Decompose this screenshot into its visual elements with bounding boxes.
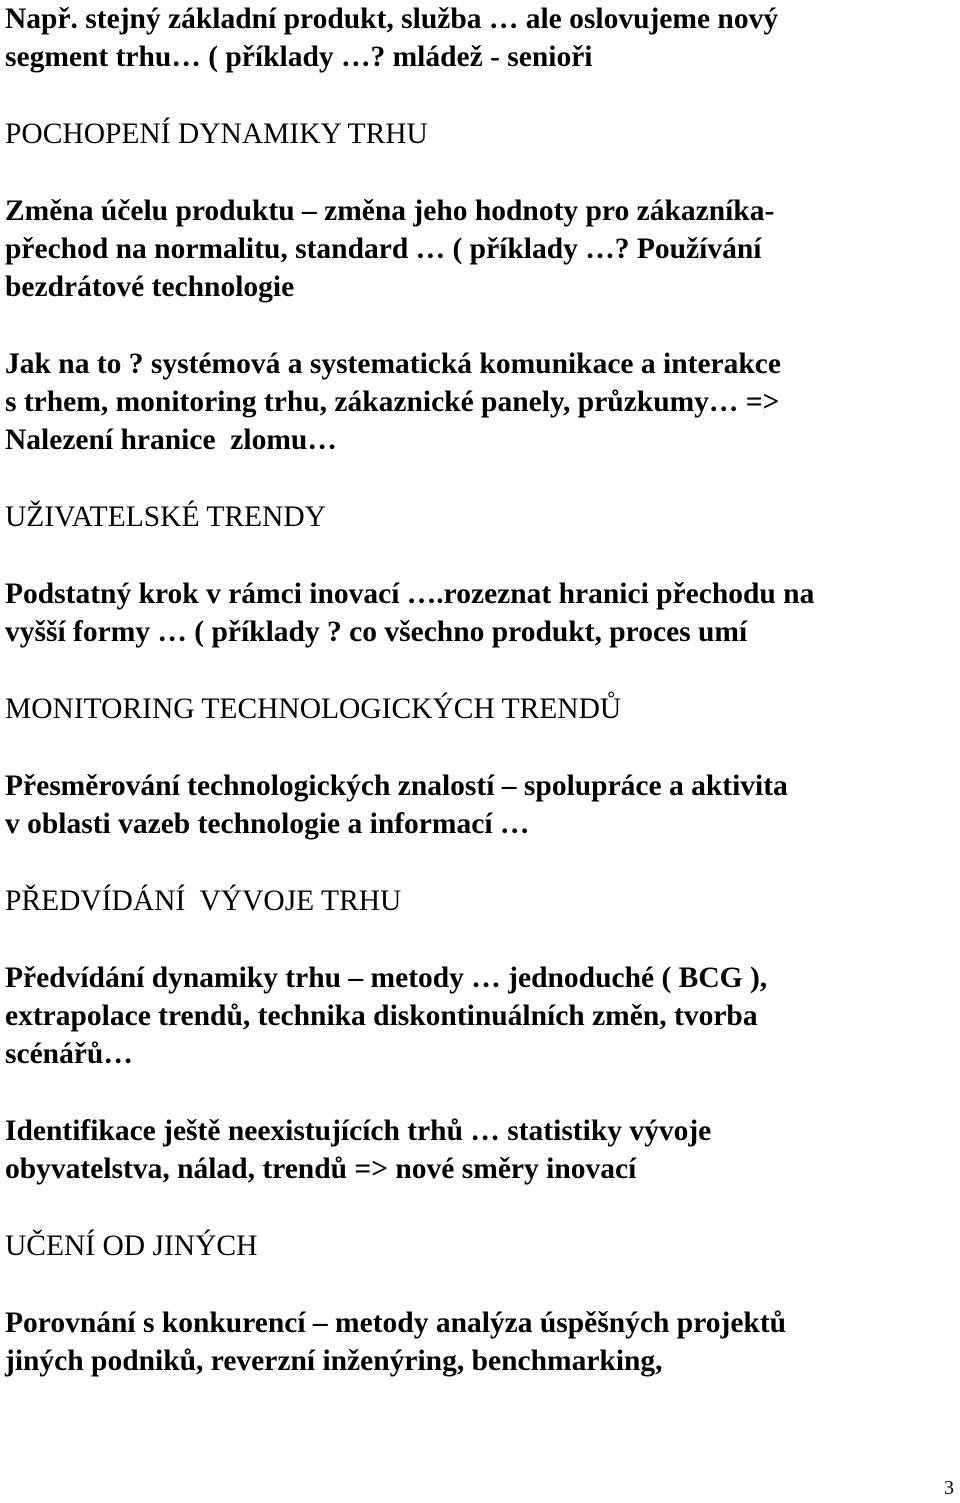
spacer <box>5 728 955 767</box>
spacer <box>5 1265 955 1304</box>
text-line: přechod na normalitu, standard … ( příklady …? Používání <box>5 233 762 265</box>
text-line: v oblasti vazeb technologie a informací … <box>5 808 530 840</box>
section-heading: POCHOPENÍ DYNAMIKY TRHU <box>5 118 428 150</box>
text-line: Identifikace ještě neexistujících trhů … statistiky vývoje <box>5 1115 712 1147</box>
text-line: s trhem, monitoring trhu, zákaznické panely, průzkumy… => <box>5 386 780 418</box>
heading-market-dynamics <box>5 115 955 153</box>
spacer <box>5 1073 955 1112</box>
heading-market-forecast <box>5 882 955 920</box>
text-line: Porovnání s konkurencí – metody analýza úspěšných projektů <box>5 1307 787 1339</box>
spacer <box>5 306 955 345</box>
paragraph-new-markets <box>5 1112 955 1188</box>
text-line: Podstatný krok v rámci inovací ….rozeznat hranici přechodu na <box>5 578 815 610</box>
paragraph-forecast-methods <box>5 959 955 1073</box>
text-line: vyšší formy … ( příklady ? co všechno produkt, proces umí <box>5 616 748 648</box>
paragraph-benchmarking <box>5 1304 955 1380</box>
text-line: extrapolace trendů, technika diskontinuálních změn, tvorba <box>5 1000 758 1032</box>
spacer <box>5 651 955 690</box>
text-line: Jak na to ? systémová a systematická komunikace a interakce <box>5 348 781 380</box>
spacer <box>5 1188 955 1227</box>
heading-tech-trends-monitoring <box>5 690 955 728</box>
heading-learning-from-others <box>5 1227 955 1265</box>
spacer <box>5 920 955 959</box>
page-number: 3 <box>944 1477 954 1499</box>
section-heading: MONITORING TECHNOLOGICKÝCH TRENDŮ <box>5 693 622 725</box>
paragraph-product-purpose-change <box>5 192 955 306</box>
text-line: bezdrátové technologie <box>5 271 295 303</box>
text-line: Nalezení hranice zlomu… <box>5 424 337 456</box>
spacer <box>5 843 955 882</box>
paragraph-intro <box>5 0 955 76</box>
spacer <box>5 76 955 115</box>
text-line: segment trhu… ( příklady …? mládež - senioři <box>5 41 593 73</box>
paragraph-essential-step <box>5 575 955 651</box>
spacer <box>5 536 955 575</box>
text-line: Změna účelu produktu – změna jeho hodnoty pro zákazníka- <box>5 195 775 227</box>
text-line: obyvatelstva, nálad, trendů => nové směry inovací <box>5 1153 637 1185</box>
section-heading: UŽIVATELSKÉ TRENDY <box>5 501 326 533</box>
paragraph-how-to <box>5 345 955 459</box>
spacer <box>5 153 955 192</box>
heading-user-trends <box>5 498 955 536</box>
section-heading: UČENÍ OD JINÝCH <box>5 1230 258 1262</box>
text-line: scénářů… <box>5 1038 133 1070</box>
text-line: Např. stejný základní produkt, služba … ale oslovujeme nový <box>5 3 779 35</box>
paragraph-knowledge-redirection <box>5 767 955 843</box>
spacer <box>5 459 955 498</box>
text-line: jiných podniků, reverzní inženýring, benchmarking, <box>5 1345 663 1377</box>
text-line: Předvídání dynamiky trhu – metody … jednoduché ( BCG ), <box>5 962 768 994</box>
section-heading: PŘEDVÍDÁNÍ VÝVOJE TRHU <box>5 885 402 917</box>
text-line: Přesměrování technologických znalostí – spolupráce a aktivita <box>5 770 788 802</box>
document-page <box>5 0 955 1380</box>
